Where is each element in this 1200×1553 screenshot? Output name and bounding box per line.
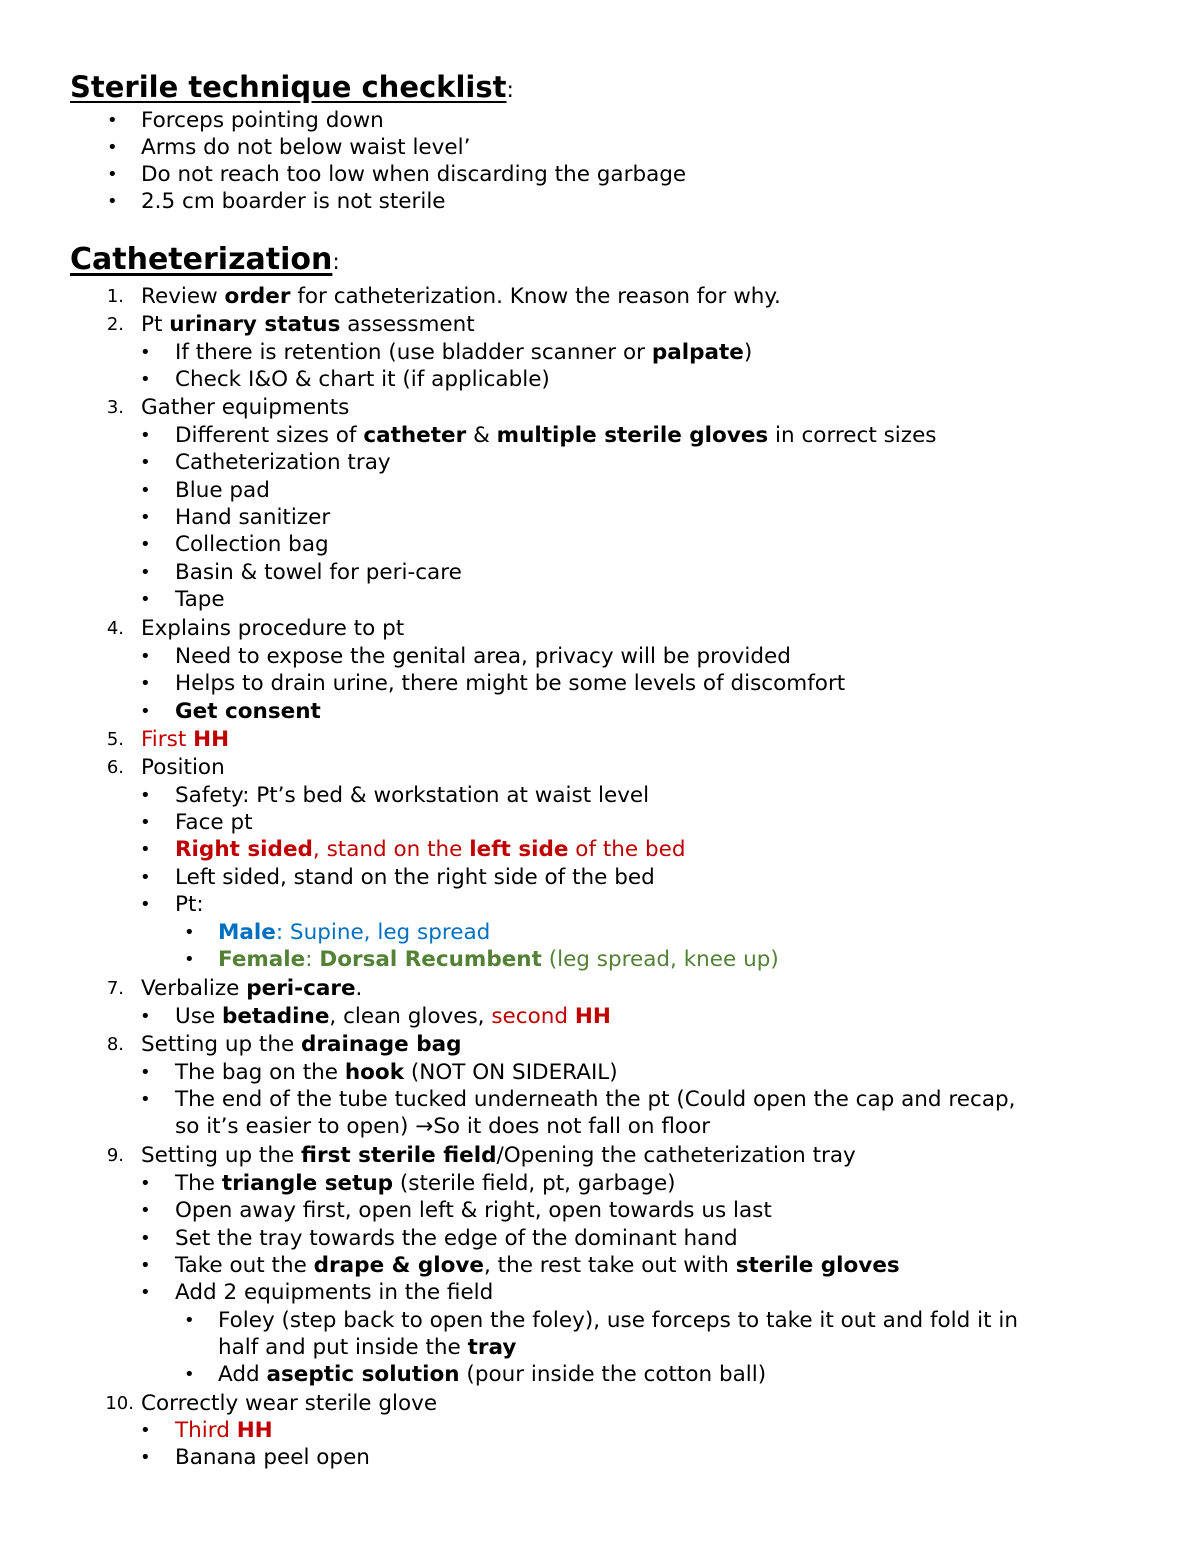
step-6-item: Safety: Pt’s bed & workstation at waist level bbox=[175, 783, 650, 808]
bullet: • bbox=[140, 1420, 151, 1441]
bullet: • bbox=[140, 342, 151, 363]
bullet: • bbox=[140, 1062, 151, 1083]
bullet: • bbox=[140, 425, 151, 446]
bullet: • bbox=[140, 1447, 151, 1468]
bullet: • bbox=[140, 589, 151, 610]
step-4: Explains procedure to pt bbox=[141, 616, 405, 641]
checklist-item: Arms do not below waist level’ bbox=[141, 135, 471, 160]
step-9-subitem: Foley (step back to open the foley), use forceps to take it out and fold it in bbox=[218, 1308, 1018, 1333]
bullet: • bbox=[140, 785, 151, 806]
step-number: 7. bbox=[106, 978, 124, 999]
bullet: • bbox=[107, 164, 118, 185]
position-female: Female: Dorsal Recumbent (leg spread, knee up) bbox=[218, 947, 779, 972]
step-4-item: Helps to drain urine, there might be some levels of discomfort bbox=[175, 671, 846, 696]
bullet: • bbox=[140, 701, 151, 722]
step-number: 2. bbox=[106, 314, 124, 335]
equipment-item: Different sizes of catheter & multiple sterile gloves in correct sizes bbox=[175, 423, 937, 448]
step-7: Verbalize peri-care. bbox=[141, 976, 363, 1001]
bullet: • bbox=[107, 137, 118, 158]
step-10: Correctly wear sterile glove bbox=[141, 1391, 438, 1416]
step-8-item: The bag on the hook (NOT ON SIDERAIL) bbox=[175, 1060, 618, 1085]
bullet: • bbox=[140, 562, 151, 583]
step-2-item: Check I&O & chart it (if applicable) bbox=[175, 367, 550, 392]
step-3: Gather equipments bbox=[141, 395, 350, 420]
bullet: • bbox=[140, 534, 151, 555]
step-number: 8. bbox=[106, 1034, 124, 1055]
bullet: • bbox=[140, 839, 151, 860]
bullet: • bbox=[140, 369, 151, 390]
step-number: 4. bbox=[106, 618, 124, 639]
equipment-item: Hand sanitizer bbox=[175, 505, 331, 530]
step-9: Setting up the first sterile field/Opening the catheterization tray bbox=[141, 1143, 856, 1168]
bullet: • bbox=[140, 1282, 151, 1303]
bullet: • bbox=[184, 1364, 195, 1385]
equipment-item: Blue pad bbox=[175, 478, 270, 503]
step-number: 9. bbox=[106, 1145, 124, 1166]
step-8: Setting up the drainage bag bbox=[141, 1032, 462, 1057]
step-9-item: Open away first, open left & right, open towards us last bbox=[175, 1198, 772, 1223]
step-6-item: Left sided, stand on the right side of the bed bbox=[175, 865, 655, 890]
bullet: • bbox=[140, 1255, 151, 1276]
bullet: • bbox=[140, 1228, 151, 1249]
step-4-item: Get consent bbox=[175, 699, 321, 724]
section-title-sterile-technique: Sterile technique checklist: bbox=[70, 70, 514, 104]
bullet: • bbox=[107, 191, 118, 212]
step-8-item: The end of the tube tucked underneath the pt (Could open the cap and recap, bbox=[175, 1087, 1016, 1112]
step-number: 10. bbox=[105, 1393, 134, 1414]
checklist-item: Do not reach too low when discarding the garbage bbox=[141, 162, 687, 187]
step-8-item-continued: so it’s easier to open) →So it does not fall on floor bbox=[175, 1114, 711, 1139]
section-title-catheterization: Catheterization: bbox=[70, 242, 340, 277]
position-male: Male: Supine, leg spread bbox=[218, 920, 491, 945]
step-10-item: Banana peel open bbox=[175, 1445, 370, 1470]
bullet: • bbox=[140, 867, 151, 888]
bullet: • bbox=[140, 452, 151, 473]
step-number: 1. bbox=[106, 286, 124, 307]
bullet: • bbox=[184, 949, 195, 970]
step-6: Position bbox=[141, 755, 225, 780]
step-9-item: Add 2 equipments in the field bbox=[175, 1280, 494, 1305]
step-9-item: Set the tray towards the edge of the dominant hand bbox=[175, 1226, 738, 1251]
step-number: 5. bbox=[106, 729, 124, 750]
step-9-item: Take out the drape & glove, the rest take out with sterile gloves bbox=[175, 1253, 900, 1278]
bullet: • bbox=[140, 507, 151, 528]
equipment-item: Basin & towel for peri-care bbox=[175, 560, 462, 585]
step-5: First HH bbox=[141, 727, 230, 752]
checklist-item: 2.5 cm boarder is not sterile bbox=[141, 189, 446, 214]
step-4-item: Need to expose the genital area, privacy will be provided bbox=[175, 644, 791, 669]
bullet: • bbox=[140, 480, 151, 501]
bullet: • bbox=[140, 646, 151, 667]
bullet: • bbox=[140, 812, 151, 833]
step-10-item: Third HH bbox=[175, 1418, 273, 1443]
step-7-item: Use betadine, clean gloves, second HH bbox=[175, 1004, 611, 1029]
bullet: • bbox=[184, 922, 195, 943]
step-9-subitem: Add aseptic solution (pour inside the cotton ball) bbox=[218, 1362, 767, 1387]
step-9-subitem-continued: half and put inside the tray bbox=[218, 1335, 517, 1360]
bullet: • bbox=[140, 1089, 151, 1110]
bullet: • bbox=[140, 1006, 151, 1027]
bullet: • bbox=[107, 110, 118, 131]
arrow-icon: → bbox=[415, 1114, 434, 1139]
step-number: 3. bbox=[106, 397, 124, 418]
bullet: • bbox=[140, 894, 151, 915]
equipment-item: Collection bag bbox=[175, 532, 329, 557]
step-number: 6. bbox=[106, 757, 124, 778]
step-6-item: Right sided, stand on the left side of the bed bbox=[175, 837, 686, 862]
step-6-item: Face pt bbox=[175, 810, 253, 835]
step-1: Review order for catheterization. Know the reason for why. bbox=[141, 284, 781, 309]
step-9-item: The triangle setup (sterile field, pt, garbage) bbox=[175, 1171, 676, 1196]
bullet: • bbox=[140, 673, 151, 694]
step-6-item: Pt: bbox=[175, 892, 204, 917]
checklist-item: Forceps pointing down bbox=[141, 108, 384, 133]
equipment-item: Catheterization tray bbox=[175, 450, 391, 475]
bullet: • bbox=[140, 1200, 151, 1221]
step-2-item: If there is retention (use bladder scanner or palpate) bbox=[175, 340, 753, 365]
bullet: • bbox=[140, 1173, 151, 1194]
step-2: Pt urinary status assessment bbox=[141, 312, 475, 337]
equipment-item: Tape bbox=[175, 587, 225, 612]
bullet: • bbox=[184, 1310, 195, 1331]
